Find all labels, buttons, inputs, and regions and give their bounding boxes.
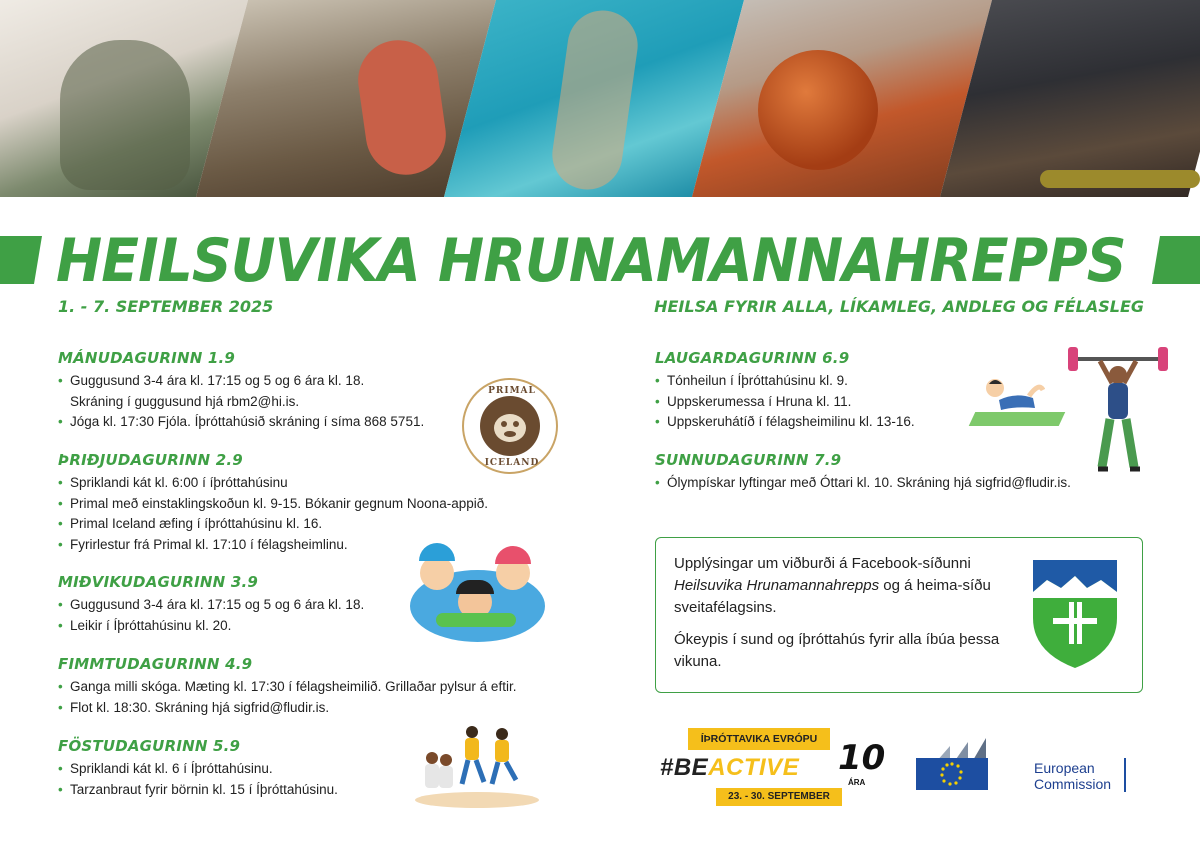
event-item: • Ólympískar lyftingar með Óttari kl. 10. Skráning hjá sigfrid@fludir.is. xyxy=(655,473,1071,494)
basketball xyxy=(758,50,878,170)
beactive-years: ÁRA xyxy=(848,778,866,787)
beactive-top-label: ÍÞRÓTTAVIKA EVRÓPU xyxy=(688,728,830,750)
primal-bottom-text: ICELAND xyxy=(484,458,540,468)
primal-top-text: PRIMAL xyxy=(488,386,536,396)
beactive-logo xyxy=(660,728,890,808)
day-heading: FIMMTUDAGURINN 4.9 xyxy=(58,655,253,673)
date-range: 1. - 7. SEPTEMBER 2025 xyxy=(58,297,274,316)
european-commission-logo xyxy=(916,738,1128,794)
runners-illustration xyxy=(412,722,542,810)
event-item: • Tarzanbraut fyrir börnin kl. 15 í Íþróttahúsinu. xyxy=(58,780,338,801)
barbell xyxy=(1040,170,1200,188)
day-saturday xyxy=(655,349,915,433)
event-item: • Primal Iceland æfing í íþróttahúsinu kl. 16. xyxy=(58,514,488,535)
event-item: • Jóga kl. 17:30 Fjóla. Íþróttahúsið skráning í síma 868 5751. xyxy=(58,412,424,433)
yoga-kid-illustration xyxy=(985,378,1045,416)
day-sunday xyxy=(655,451,1071,494)
eu-flag-icon xyxy=(916,758,988,790)
day-heading: MIÐVIKUDAGURINN 3.9 xyxy=(58,573,259,591)
photo-strip xyxy=(0,0,1200,197)
day-friday xyxy=(58,737,338,800)
event-item: • Uppskerumessa í Hruna kl. 11. xyxy=(655,392,915,413)
event-item: • Flot kl. 18:30. Skráning hjá sigfrid@fludir.is. xyxy=(58,698,516,719)
primal-iceland-logo xyxy=(462,378,558,474)
day-heading: LAUGARDAGURINN 6.9 xyxy=(655,349,850,367)
day-tuesday xyxy=(58,451,488,555)
hiking-photo xyxy=(196,0,496,197)
beactive-ten: 10 xyxy=(838,738,886,778)
info-free-text: Ókeypis í sund og íþróttahús fyrir alla íbúa þessa vikuna. xyxy=(674,631,1000,670)
ec-name: European Commission xyxy=(1034,760,1112,792)
day-heading: ÞRIÐJUDAGURINN 2.9 xyxy=(58,451,243,469)
event-item: • Tónheilun í Íþróttahúsinu kl. 9. xyxy=(655,371,915,392)
event-item: • Ganga milli skóga. Mæting kl. 17:30 í félagsheimilið. Grillaðar pylsur á eftir. xyxy=(58,677,516,698)
event-item: • Spriklandi kát kl. 6:00 í íþróttahúsinu xyxy=(58,473,488,494)
event-item: • Spriklandi kát kl. 6 í Íþróttahúsinu. xyxy=(58,759,338,780)
tagline: HEILSA FYRIR ALLA, LÍKAMLEG, ANDLEG OG FÉLASLEG xyxy=(654,297,1144,316)
day-wednesday xyxy=(58,573,364,636)
day-thursday xyxy=(58,655,516,718)
event-item: • Leikir í Íþróttahúsinu kl. 20. xyxy=(58,616,364,637)
event-item: • Fyrirlestur frá Primal kl. 17:10 í félagsheimlinu. xyxy=(58,535,488,556)
day-heading: MÁNUDAGURINN 1.9 xyxy=(58,349,236,367)
event-item: • Primal með einstaklingskoðun kl. 9-15. Bókanir gegnum Noona-appið. xyxy=(58,494,488,515)
event-item: • Uppskeruhátíð í félagsheimilinu kl. 13-16. xyxy=(655,412,915,433)
ec-divider xyxy=(1124,758,1126,792)
day-heading: FÖSTUDAGURINN 5.9 xyxy=(58,737,241,755)
event-item: • Guggusund 3-4 ára kl. 17:15 og 5 og 6 ára kl. 18. xyxy=(58,595,364,616)
event-item: • Guggusund 3-4 ára kl. 17:15 og 5 og 6 ára kl. 18. Skráning í guggusund hjá rbm2@hi.is. xyxy=(58,371,424,412)
beactive-dates: 23. - 30. SEPTEMBER xyxy=(716,788,842,806)
page-title: HEILSUVIKA HRUNAMANNAHREPPS xyxy=(56,226,1126,296)
crest-icon xyxy=(1031,558,1119,670)
info-box xyxy=(655,537,1143,693)
banner-right-band xyxy=(1152,236,1200,284)
banner-left-band xyxy=(0,236,42,284)
primal-gorilla-icon xyxy=(480,396,540,456)
weightlifter-illustration xyxy=(1060,345,1175,480)
day-monday xyxy=(58,349,424,433)
info-facebook-text: Upplýsingar um viðburði á Facebook-síðunni Heilsuvika Hrunamannahrepps og á heima-síðu sveitafélagsins. xyxy=(674,555,991,616)
beactive-hashtag: #BEACTIVE xyxy=(660,754,800,781)
day-heading: SUNNUDAGURINN 7.9 xyxy=(655,451,842,469)
yoga-figure xyxy=(60,40,190,190)
